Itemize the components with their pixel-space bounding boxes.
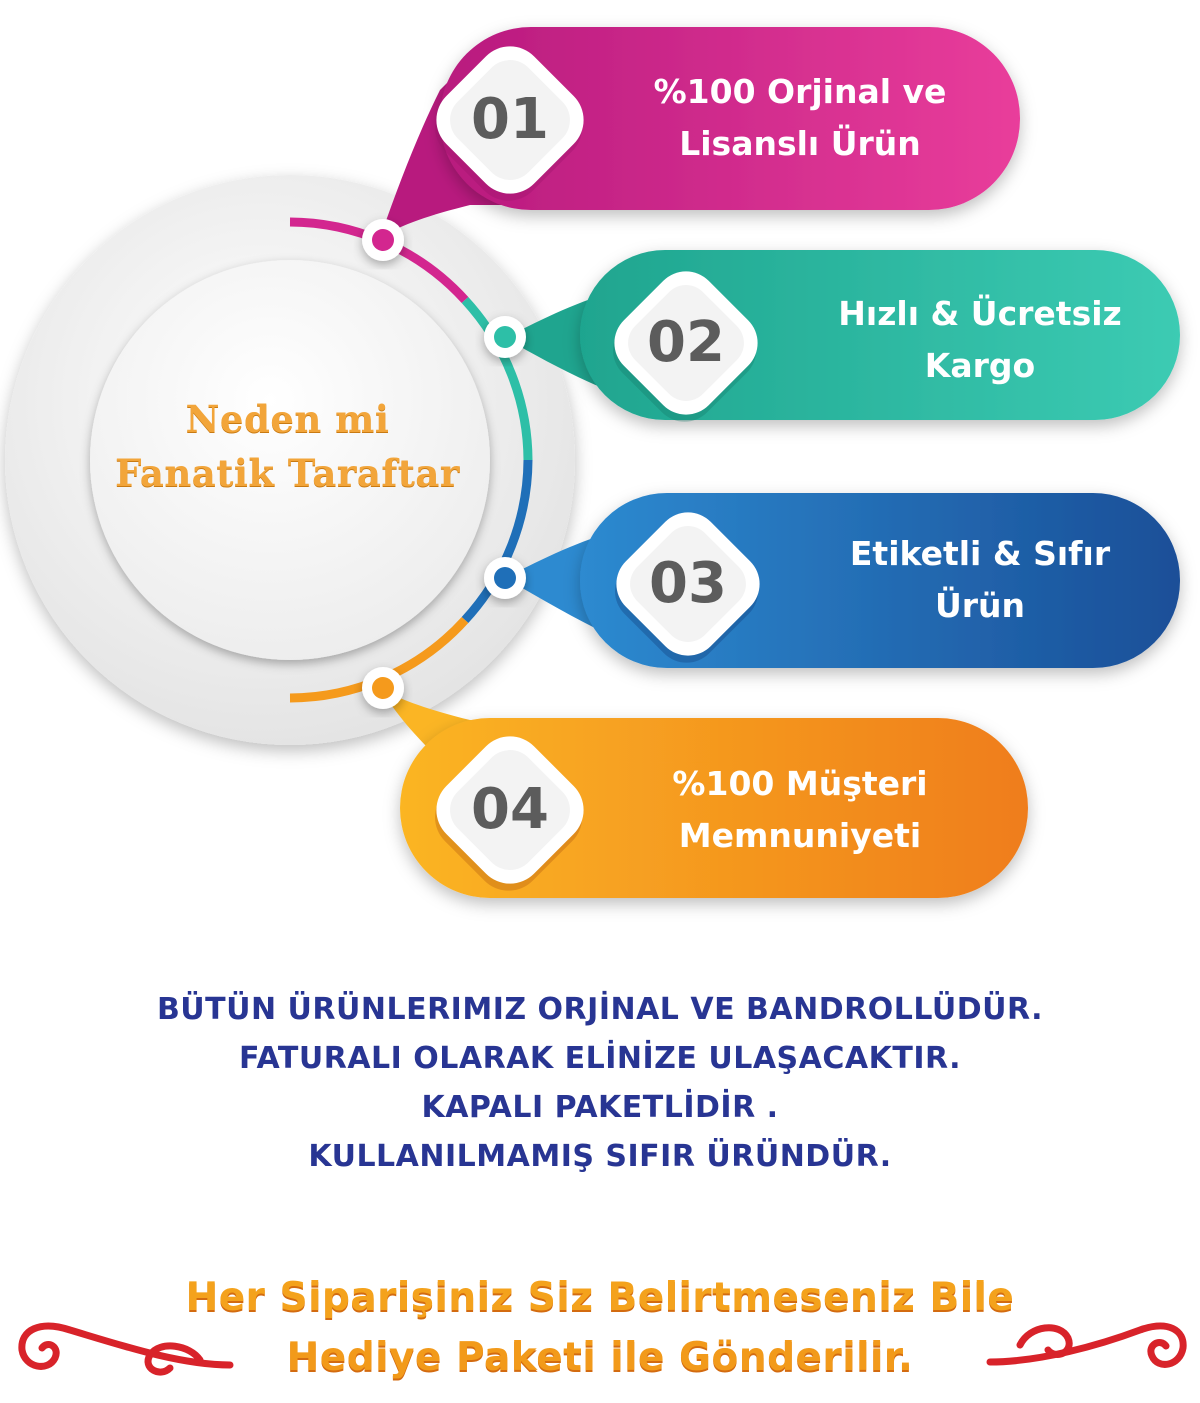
feature-01-line2: Lisanslı Ürün [679,124,921,163]
feature-04-line1: %100 Müşteri [672,764,928,803]
center-title [95,392,480,500]
feature-number-02: 02 [647,310,725,375]
feature-label-01 [590,66,1010,170]
feature-label-04 [590,758,1010,862]
notice-line3: KAPALI PAKETLİDİR . [421,1090,779,1125]
center-title-line1: Neden mi [185,397,390,441]
dot-02 [484,316,526,358]
feature-number-01: 01 [471,87,549,152]
notice-line2: FATURALI OLARAK ELİNİZE ULAŞACAKTIR. [238,1041,962,1076]
gift-line1: Her Siparişiniz Siz Belirtmeseniz Bile [185,1275,1015,1320]
feature-label-03 [770,528,1190,632]
dot-04 [362,667,404,709]
feature-03-line2: Ürün [934,586,1026,625]
notice-line1: BÜTÜN ÜRÜNLERIMIZ ORJİNAL VE BANDROLLÜDÜR. [156,992,1044,1027]
gift-note [0,1268,1200,1388]
notice-line4: KULLANILMAMIŞ SIFIR ÜRÜNDÜR. [308,1139,892,1174]
feature-02-line2: Kargo [924,346,1036,385]
feature-01-line1: %100 Orjinal ve [653,72,947,111]
feature-number-04: 04 [471,777,549,842]
feature-03-line1: Etiketli & Sıfır [849,534,1111,573]
feature-02-line1: Hızlı & Ücretsiz [838,294,1122,333]
center-title-line2: Fanatik Taraftar [115,451,460,495]
feature-label-02 [770,288,1190,392]
feature-number-03: 03 [649,551,727,616]
dot-01 [362,219,404,261]
notice-text [0,985,1200,1181]
gift-line2: Hediye Paketi ile Gönderilir. [286,1335,914,1380]
dot-03 [484,557,526,599]
feature-04-line2: Memnuniyeti [678,816,922,855]
